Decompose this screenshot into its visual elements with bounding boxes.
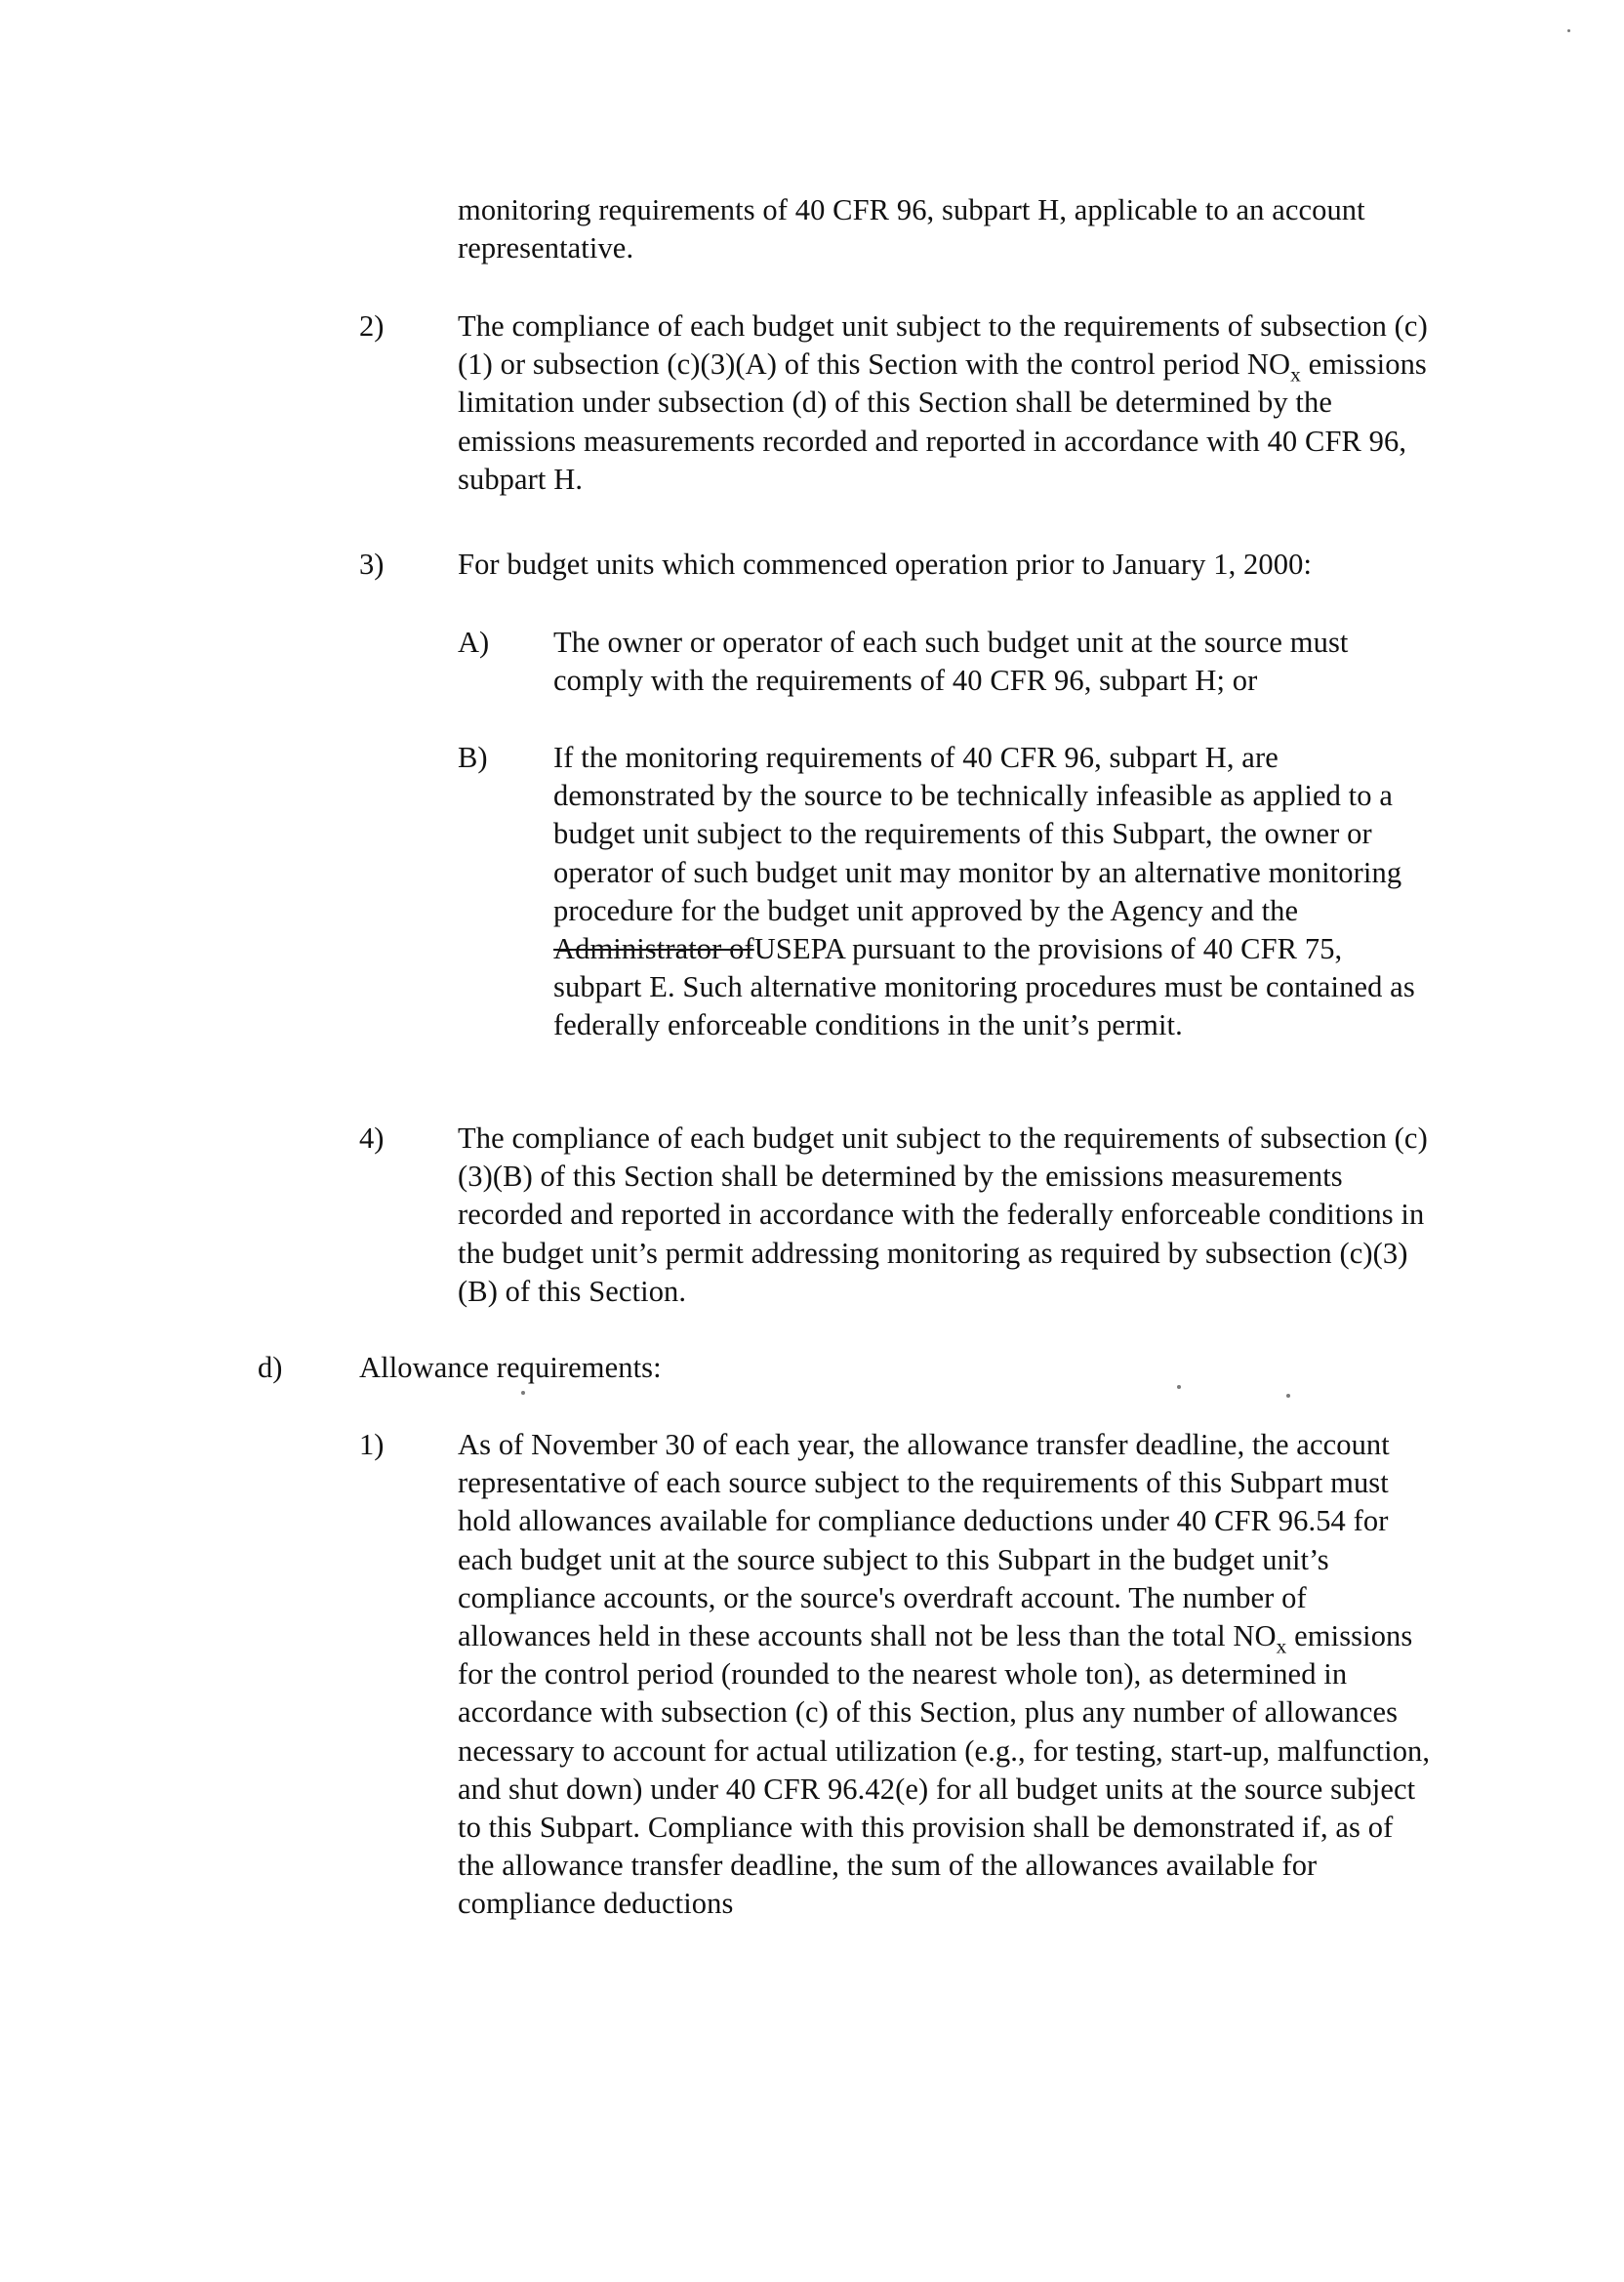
item-3b-label: B) [458, 741, 488, 774]
item-3b-paragraph [553, 739, 1432, 1045]
item-d1-subscript: x [1276, 1634, 1287, 1658]
scan-speck [1177, 1385, 1181, 1389]
item-3-label: 3) [359, 548, 385, 581]
item-2-text-part1: The compliance of each budget unit subject to the requirements of subsection (c)(1) or subsection (c)(3)(A) of this Section with the control period NO [458, 309, 1428, 382]
item-3b-text-part2: USEPA pursuant to the provisions of 40 CFR 75, subpart E. Such alternative monitoring procedures must be contained as federally enforceable conditions in the unit’s permit. [553, 932, 1415, 1042]
item-3a-label: A) [458, 626, 490, 659]
item-d1-text-part1: As of November 30 of each year, the allowance transfer deadline, the account representative of each source subject to the requirements of this Subpart must hold allowances available for compliance deductions under 40 CFR 96.54 for each budget unit at the source subject to this Subpart in the budget unit’s compliance accounts, or the source's overdraft account. The number of allowances held in these accounts shall not be less than the total NO [458, 1428, 1390, 1653]
item-d1-text-part2: emissions for the control period (rounded to the nearest whole ton), as determined in accordance with subsection (c) of this Section, plus any number of allowances necessary to account for actual utilization (e.g., for testing, start-up, malfunction, and shut down) under 40 CFR 96.42(e) for all budget units at the source subject to this Subpart. Compliance with this provision shall be demonstrated if, as of the allowance transfer deadline, the sum of the allowances available for compliance deductions [458, 1619, 1431, 1921]
item-3a-paragraph: The owner or operator of each such budget unit at the source must comply with the requirements of 40 CFR 96, subpart H; or [553, 626, 1349, 698]
item-2-subscript: x [1290, 362, 1301, 387]
continuation-paragraph: monitoring requirements of 40 CFR 96, subpart H, applicable to an account representative. [458, 193, 1365, 265]
item-4-paragraph: The compliance of each budget unit subject to the requirements of subsection (c)(3)(B) of this Section shall be determined by the emissions measurements recorded and reported in accordance with the federally enforceable conditions in the budget unit’s permit addressing monitoring as required by subsection (c)(3)(B) of this Section. [458, 1121, 1428, 1308]
struck-text: Administrator of [553, 932, 754, 966]
scan-speck [1286, 1394, 1290, 1398]
section-d-label: d) [258, 1351, 283, 1384]
item-3b-text-part1: If the monitoring requirements of 40 CFR 96, subpart H, are demonstrated by the source to be technically infeasible as applied to a budget unit subject to the requirements of this Subpart, the owner or operator of such budget unit may monitor by an alternative monitoring procedure for the budget unit approved by the Agency and the [553, 741, 1402, 927]
item-3-paragraph: For budget units which commenced operation prior to January 1, 2000: [458, 548, 1313, 581]
scan-speck [1567, 29, 1570, 32]
section-d-heading: Allowance requirements: [359, 1351, 662, 1384]
scan-speck [521, 1391, 525, 1395]
item-2-text-part2: emissions limitation under subsection (d) of this Section shall be determined by the emissions measurements recorded and reported in accordance with 40 CFR 96, subpart H. [458, 347, 1427, 496]
item-2-label: 2) [359, 309, 385, 343]
item-d1-label: 1) [359, 1428, 385, 1461]
item-d1-paragraph [458, 1426, 1434, 1924]
item-4-label: 4) [359, 1121, 385, 1155]
item-2-paragraph [458, 307, 1434, 499]
